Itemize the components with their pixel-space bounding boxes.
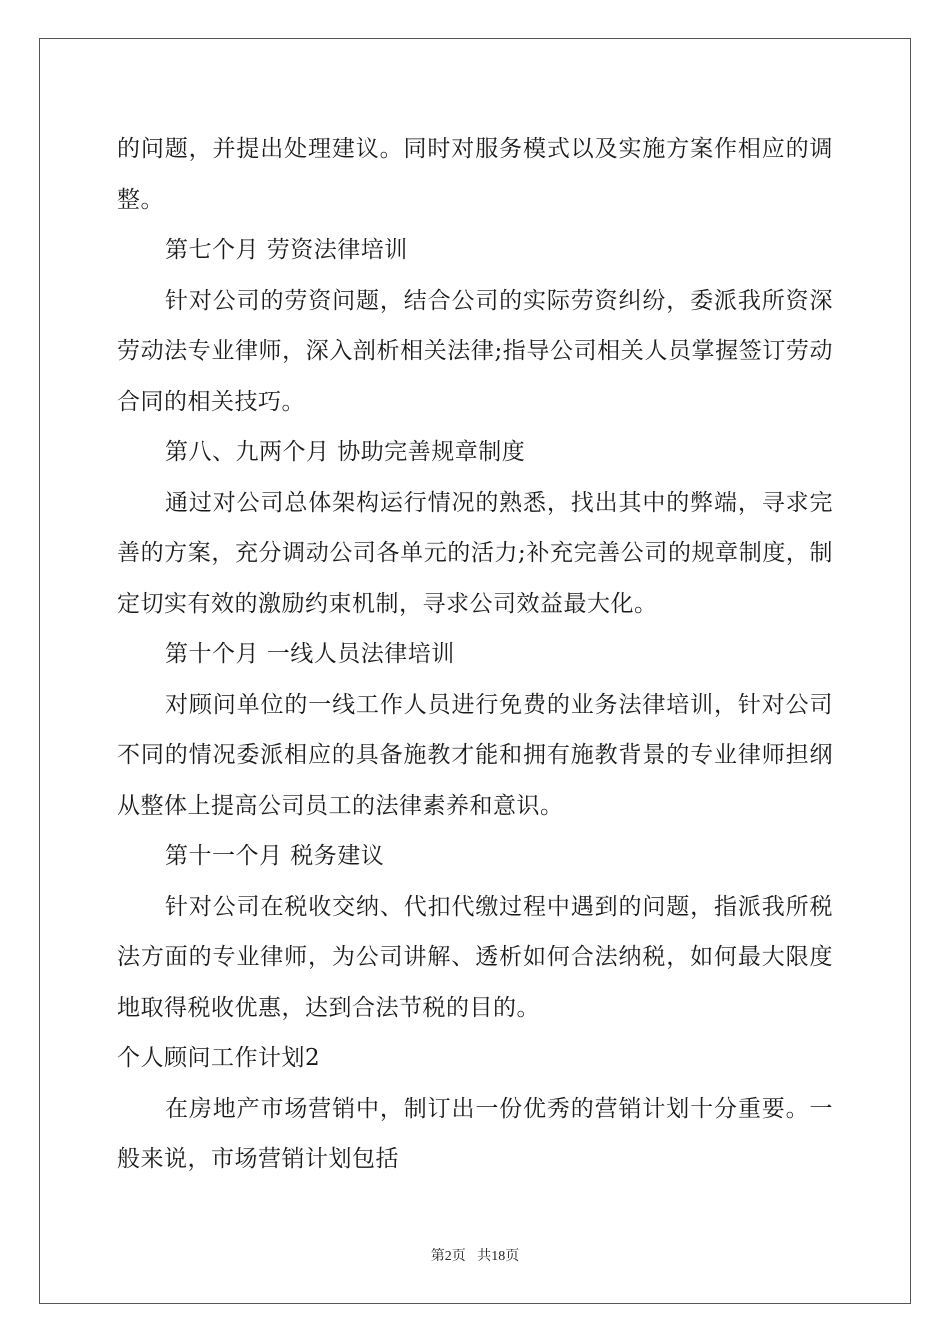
document-section-title: 个人顾问工作计划2 xyxy=(117,1045,321,1071)
paragraph: 对顾问单位的一线工作人员进行免费的业务法律培训，针对公司不同的情况委派相应的具备施教才能和拥有施教背景的专业律师担纲从整体上提高公司员工的法律素养和意识。 xyxy=(117,691,833,819)
page-number: 第2页 xyxy=(430,1249,466,1264)
section-heading: 第十个月 一线人员法律培训 xyxy=(165,641,455,667)
paragraph: 的问题，并提出处理建议。同时对服务模式以及实施方案作相应的调整。 xyxy=(117,136,833,213)
paragraph: 通过对公司总体架构运行情况的熟悉，找出其中的弊端，寻求完善的方案，充分调动公司各单元的活力;补充完善公司的规章制度，制定切实有效的激励约束机制，寻求公司效益最大化。 xyxy=(117,489,833,617)
section-heading: 第八、九两个月 协助完善规章制度 xyxy=(165,439,526,465)
section-heading: 第七个月 劳资法律培训 xyxy=(165,237,408,263)
paragraph: 针对公司的劳资问题，结合公司的实际劳资纠纷，委派我所资深劳动法专业律师，深入剖析相关法律;指导公司相关人员掌握签订劳动合同的相关技巧。 xyxy=(117,287,833,415)
page-footer xyxy=(0,1245,950,1265)
paragraph: 针对公司在税收交纳、代扣代缴过程中遇到的问题，指派我所税法方面的专业律师，为公司讲解、透析如何合法纳税，如何最大限度地取得税收优惠，达到合法节税的目的。 xyxy=(117,893,833,1021)
page-total: 共18页 xyxy=(477,1249,520,1264)
section-heading: 第十一个月 税务建议 xyxy=(165,843,385,869)
document-body xyxy=(117,124,833,1185)
paragraph: 在房地产市场营销中，制订出一份优秀的营销计划十分重要。一般来说，市场营销计划包括 xyxy=(117,1095,833,1172)
